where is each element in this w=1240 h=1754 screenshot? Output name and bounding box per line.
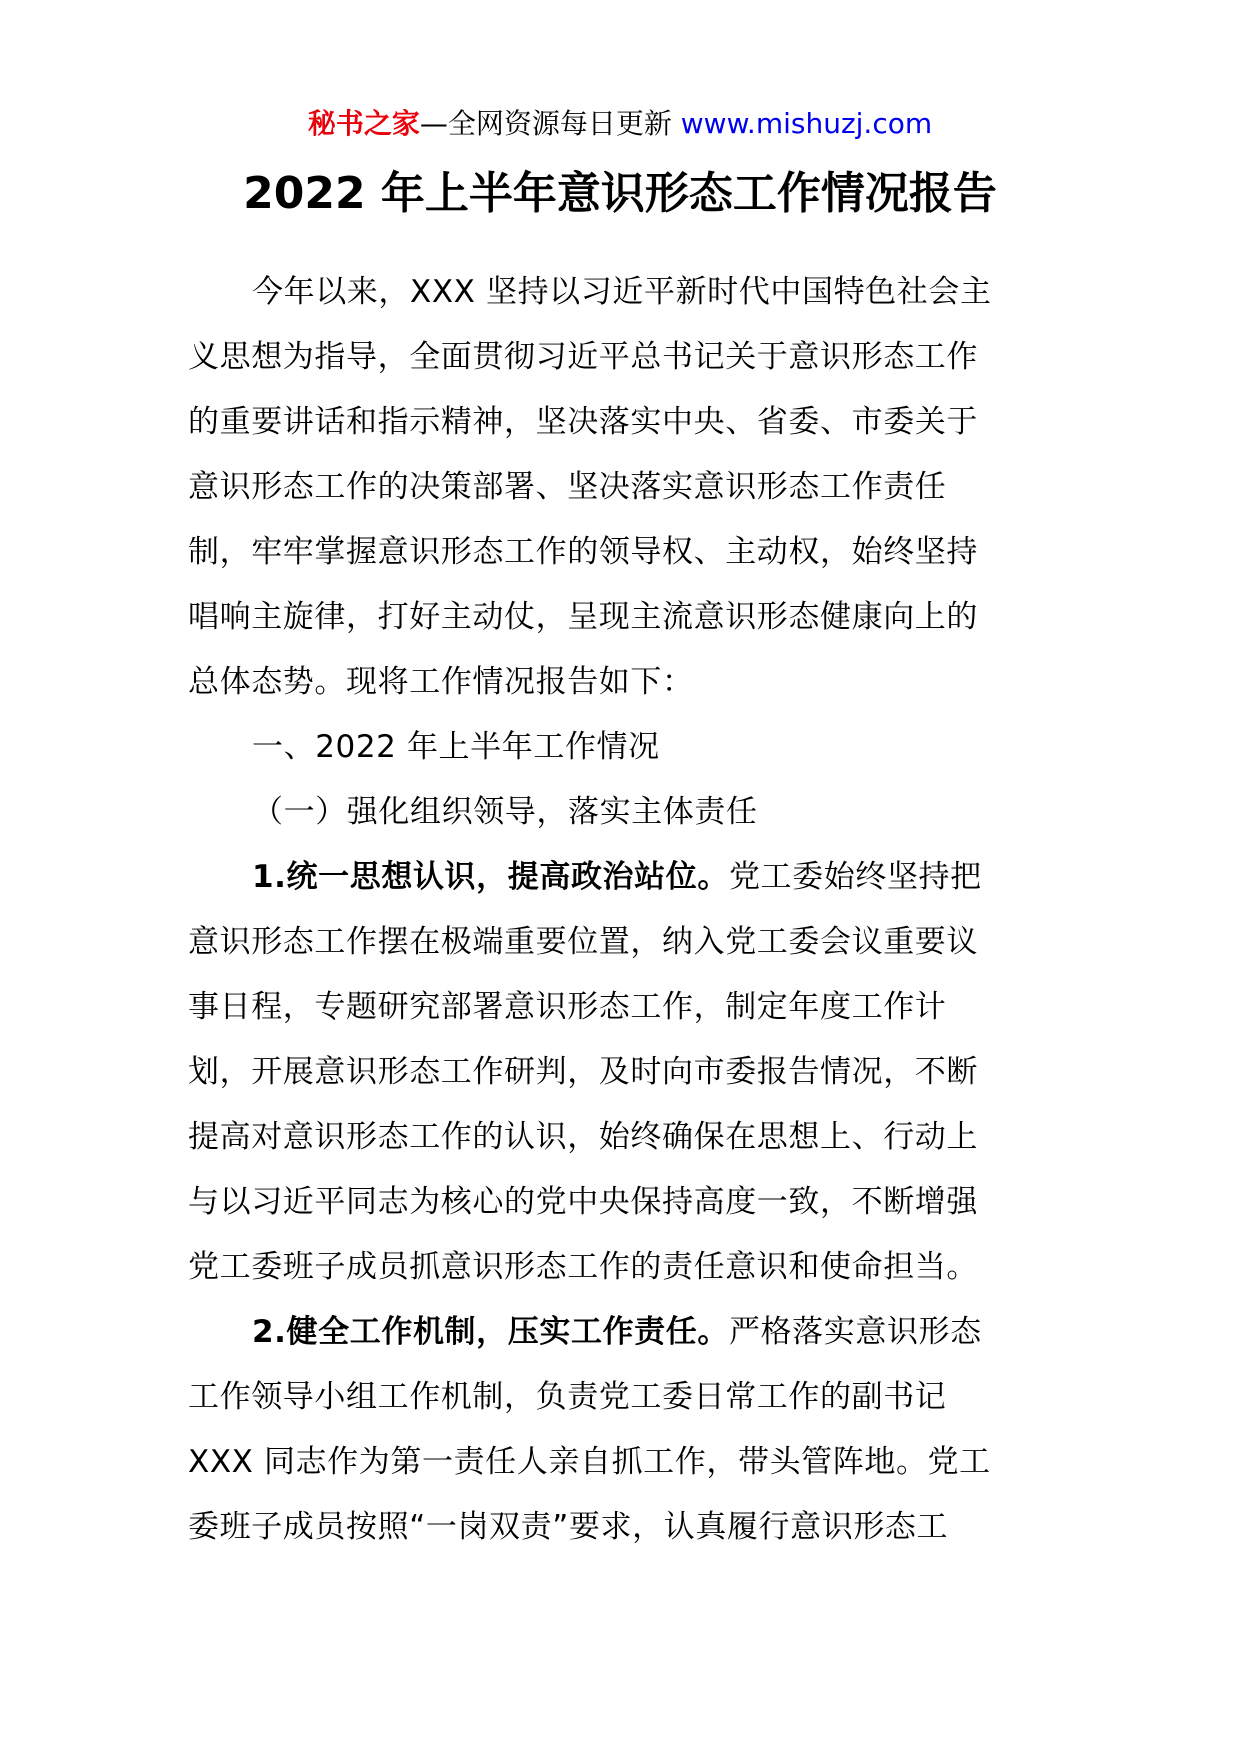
line-text: 制，牢牢掌握意识形态工作的领导权、主动权，始终坚持 xyxy=(188,534,978,570)
line-text: 意识形态工作摆在极端重要位置，纳入党工委会议重要议 xyxy=(188,924,978,960)
line-text: XXX 同志作为第一责任人亲自抓工作，带头管阵地。党工 xyxy=(188,1444,991,1480)
text-line xyxy=(188,780,1058,845)
text-line xyxy=(188,910,1058,975)
document-title: 2022 年上半年意识形态工作情况报告 xyxy=(243,168,997,219)
text-line xyxy=(188,325,1058,390)
document-body xyxy=(188,260,1058,1560)
text-line xyxy=(188,585,1058,650)
site-header xyxy=(0,104,1240,144)
line-text: 与以习近平同志为核心的党中央保持高度一致，不断增强 xyxy=(188,1184,978,1220)
line-text: 党工委班子成员抓意识形态工作的责任意识和使命担当。 xyxy=(188,1249,978,1285)
text-line xyxy=(188,1235,1058,1300)
line-text: 的重要讲话和指示精神，坚决落实中央、省委、市委关于 xyxy=(188,404,978,440)
line-text: 工作领导小组工作机制，负责党工委日常工作的副书记 xyxy=(188,1379,947,1415)
text-line xyxy=(188,715,1058,780)
text-line xyxy=(188,1170,1058,1235)
header-tagline: —全网资源每日更新 xyxy=(419,107,681,140)
line-text: 一、2022 年上半年工作情况 xyxy=(252,729,660,765)
line-text: 严格落实意识形态 xyxy=(728,1314,982,1350)
line-text: 委班子成员按照“一岗双责”要求，认真履行意识形态工 xyxy=(188,1509,949,1545)
text-line xyxy=(188,1040,1058,1105)
text-line xyxy=(188,455,1058,520)
line-text: 事日程，专题研究部署意识形态工作，制定年度工作计 xyxy=(188,989,947,1025)
text-line xyxy=(188,975,1058,1040)
bold-lead-heading: 2.健全工作机制，压实工作责任。 xyxy=(252,1314,729,1350)
line-text: 划，开展意识形态工作研判，及时向市委报告情况，不断 xyxy=(188,1054,978,1090)
text-line xyxy=(188,1430,1058,1495)
line-text: 唱响主旋律，打好主动仗，呈现主流意识形态健康向上的 xyxy=(188,599,978,635)
line-text: 党工委始终坚持把 xyxy=(728,859,982,895)
text-line xyxy=(188,1300,1058,1365)
brand-name: 秘书之家 xyxy=(307,107,420,140)
line-text: 总体态势。现将工作情况报告如下： xyxy=(188,664,694,700)
line-text: 意识形态工作的决策部署、坚决落实意识形态工作责任 xyxy=(188,469,947,505)
text-line xyxy=(188,1105,1058,1170)
text-line xyxy=(188,845,1058,910)
text-line xyxy=(188,260,1058,325)
site-url-link[interactable]: www.mishuzj.com xyxy=(680,107,933,140)
text-line xyxy=(188,1365,1058,1430)
line-text: 义思想为指导，全面贯彻习近平总书记关于意识形态工作 xyxy=(188,339,978,375)
text-line xyxy=(188,520,1058,585)
text-line xyxy=(188,390,1058,455)
text-line xyxy=(188,650,1058,715)
line-text: 提高对意识形态工作的认识，始终确保在思想上、行动上 xyxy=(188,1119,978,1155)
text-line xyxy=(188,1495,1058,1560)
line-text: （一）强化组织领导，落实主体责任 xyxy=(252,794,758,830)
line-text: 今年以来，XXX 坚持以习近平新时代中国特色社会主 xyxy=(252,274,992,310)
bold-lead-heading: 1.统一思想认识，提高政治站位。 xyxy=(252,859,729,895)
